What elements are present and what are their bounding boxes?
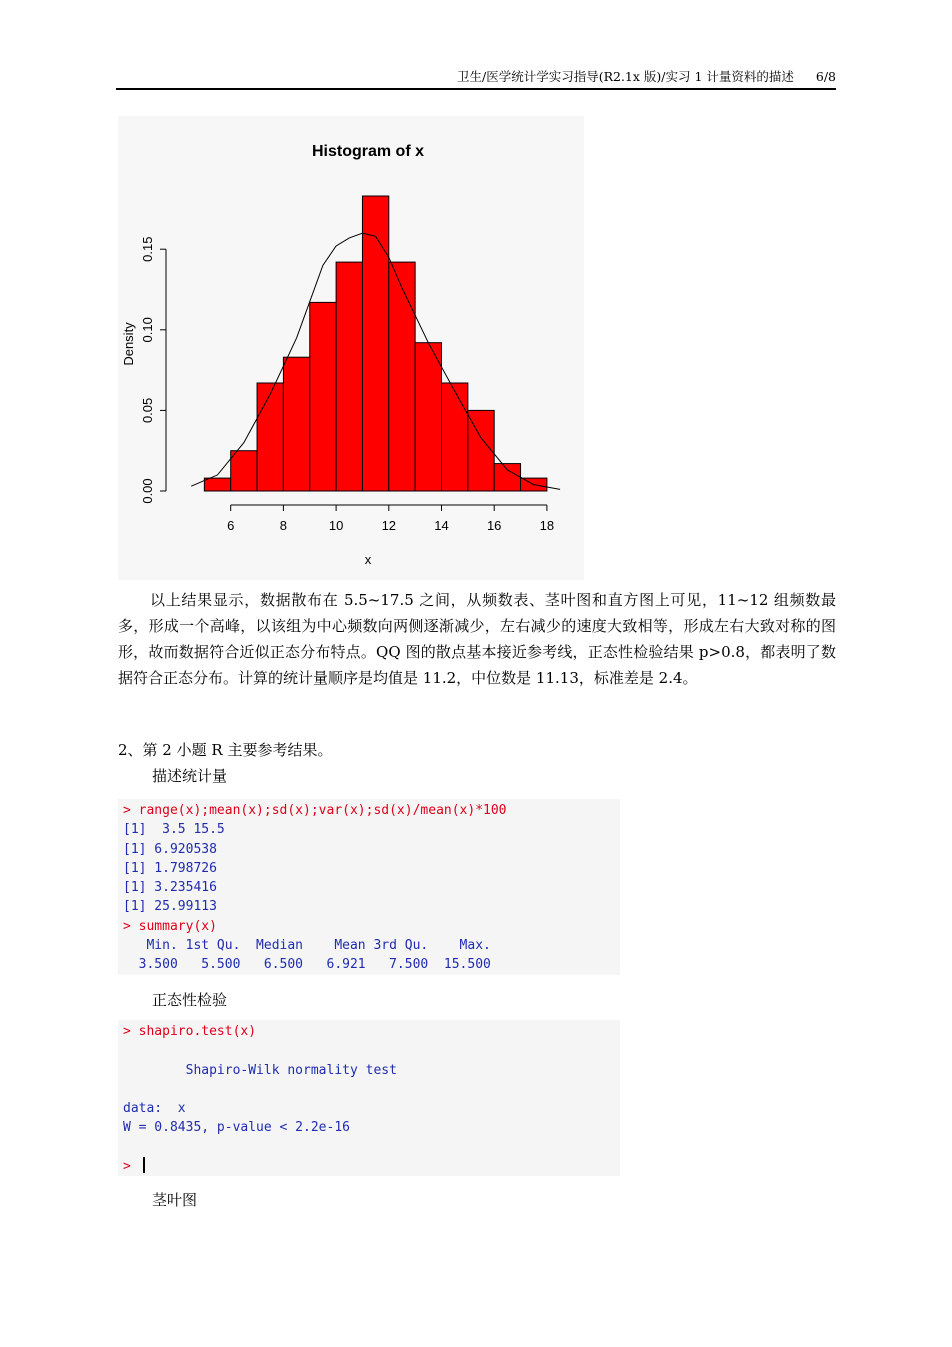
console-output-line: [1] 1.798726 — [123, 860, 217, 876]
histogram-bars — [204, 196, 547, 491]
page-header — [116, 66, 836, 90]
console-output-line — [123, 1041, 620, 1060]
histogram-bar — [336, 262, 362, 491]
histogram-bar — [283, 357, 309, 491]
console-output-line: 3.500 5.500 6.500 6.921 7.500 15.500 — [123, 957, 499, 973]
histogram-bar — [468, 410, 494, 491]
page-number: 6/8 — [815, 69, 836, 84]
console-output-line: [1] 25.99113 — [123, 899, 217, 915]
header-title: 卫生/医学统计学实习指导(R2.1x 版)/实习 1 计量资料的描述 — [456, 69, 794, 84]
x-tick-label: 8 — [279, 518, 288, 533]
y-axis — [140, 237, 166, 504]
console-command-line: > shapiro.test(x) — [123, 1024, 257, 1039]
y-tick-label: 0.00 — [140, 478, 155, 504]
chart-title: Histogram of x — [311, 143, 425, 160]
histogram-bar — [257, 383, 283, 491]
results-paragraph: 以上结果显示，数据散布在 5.5~17.5 之间，从频数表、茎叶图和直方图上可见，11~12 组频数最多，形成一个高峰，以该组为中心频数向两侧逐渐减少，左右减少的速度大致相等，形成左右大致对称的图形，故而数据符合近似正态分布特点。QQ 图的散点基本接近参考线，正态性检验结果 p>0.8，都表明了数据符合正态分布。计算的统计量顺序是均值是 11.2，中位数是 11.13，标准差是 2.4。 — [118, 591, 836, 687]
histogram-chart — [118, 116, 584, 580]
console-command-line: > summary(x) — [123, 918, 217, 934]
console-output-line: [1] 3.5 15.5 — [123, 822, 225, 838]
x-tick-label: 10 — [328, 518, 344, 533]
histogram-bar — [442, 383, 468, 491]
text-cursor — [143, 1157, 145, 1173]
histogram-bar — [204, 478, 230, 491]
histogram-bar — [389, 262, 415, 491]
y-axis-label: Density — [121, 322, 136, 366]
console-command-line: > — [123, 1157, 620, 1176]
histogram-bar — [310, 302, 336, 491]
console-output-line: W = 0.8435, p-value < 2.2e-16 — [123, 1120, 350, 1136]
descriptive-stats-label: 描述统计量 — [152, 767, 228, 785]
x-tick-label: 14 — [434, 518, 449, 533]
console-output-line: Shapiro-Wilk normality test — [123, 1062, 397, 1078]
section-heading: 2、第 2 小题 R 主要参考结果。 — [118, 741, 333, 759]
console-output-line: data: x — [123, 1101, 186, 1117]
x-axis-label: x — [364, 552, 372, 567]
r-console-descriptive — [118, 799, 620, 975]
x-tick-label: 6 — [227, 518, 235, 533]
y-tick-label: 0.05 — [140, 397, 155, 424]
histogram-bar — [362, 196, 388, 491]
console-output-line: [1] 3.235416 — [123, 880, 217, 896]
histogram-bar — [415, 343, 441, 491]
histogram-figure — [118, 116, 584, 580]
console-output-line: [1] 6.920538 — [123, 841, 217, 857]
console-output-line — [123, 1080, 620, 1099]
x-tick-label: 16 — [486, 518, 502, 533]
console-output-line — [123, 1138, 620, 1157]
normality-test-label: 正态性检验 — [152, 991, 228, 1009]
r-console-shapiro — [118, 1020, 620, 1176]
x-axis — [227, 505, 554, 533]
histogram-bar — [231, 451, 257, 491]
x-tick-label: 12 — [381, 518, 397, 533]
console-output-line: Min. 1st Qu. Median Mean 3rd Qu. Max. — [123, 938, 499, 954]
y-tick-label: 0.10 — [140, 317, 155, 343]
y-tick-label: 0.15 — [140, 236, 155, 262]
x-tick-label: 18 — [539, 518, 555, 533]
console-command-line: > range(x);mean(x);sd(x);var(x);sd(x)/mean(x)*100 — [123, 803, 507, 818]
stem-leaf-label: 茎叶图 — [152, 1191, 198, 1209]
histogram-bar — [494, 464, 520, 491]
